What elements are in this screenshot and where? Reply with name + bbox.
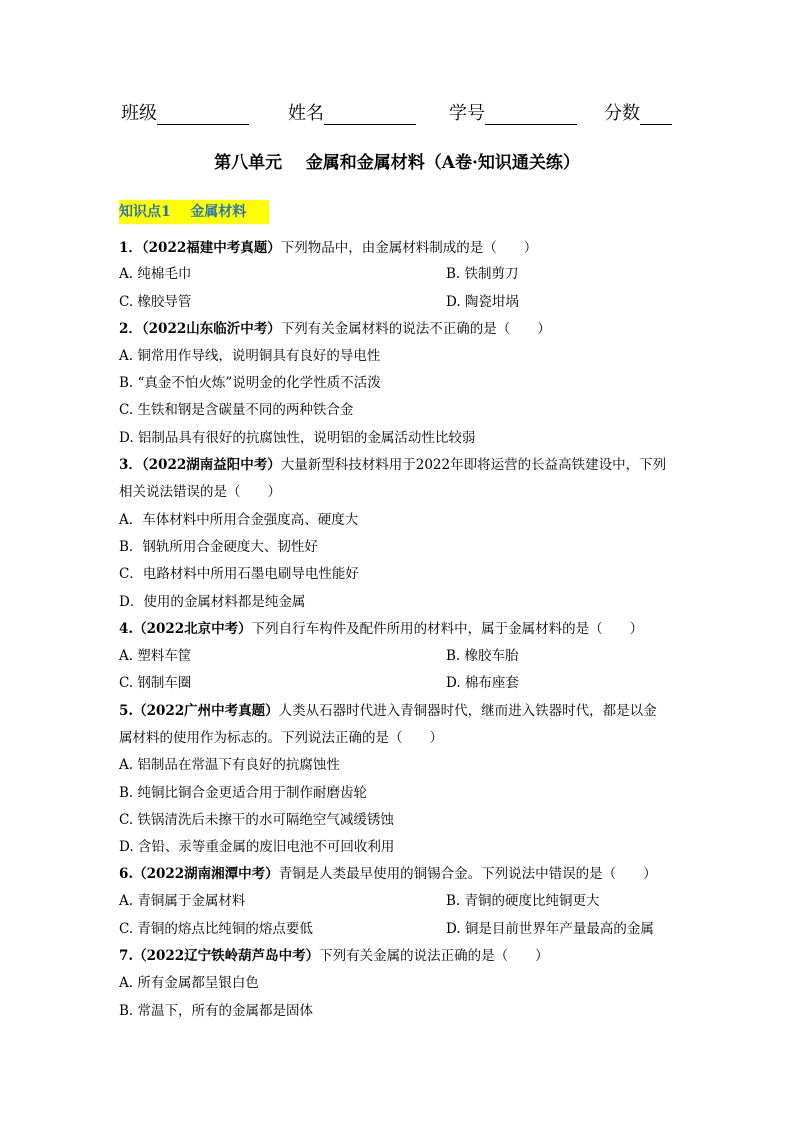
q1-option-b[interactable]: B. 铁制剪刀 [446,266,519,282]
id-field [449,99,577,125]
q7-option-b[interactable]: B. 常温下，所有的金属都是固体 [119,1003,314,1019]
q6-option-d[interactable]: D. 铜是目前世界年产量最高的金属 [446,921,654,937]
q3-option-c[interactable]: C．电路材料中所用石墨电刷导电性能好 [119,566,359,582]
q4-option-b[interactable]: B. 橡胶车胎 [446,648,519,664]
question-2: 2．（2022山东临沂中考）下列有关金属材料的说法不正确的是（ ） [119,321,551,337]
q2-option-b[interactable]: B. “真金不怕火炼”说明金的化学性质不活泼 [119,375,381,391]
q6-option-b[interactable]: B. 青铜的硬度比纯铜更大 [446,893,600,909]
q3-option-a[interactable]: A．车体材料中所用合金强度高、硬度大 [119,512,359,528]
score-label: 分数 [604,103,640,124]
question-6: 6.（2022湖南湘潭中考）青铜是人类最早使用的铜锡合金。下列说法中错误的是（ ） [119,866,657,882]
q6-option-a[interactable]: A. 青铜属于金属材料 [119,893,246,909]
score-field [604,99,672,125]
question-3: 3．（2022湖南益阳中考）大量新型科技材料用于2022年即将运营的长益高铁建设中，下列 [119,457,667,473]
q2-option-a[interactable]: A. 铜常用作导线，说明铜具有良好的导电性 [119,348,381,364]
class-blank[interactable] [157,104,249,125]
question-5-cont: 属材料的使用作为标志的。下列说法正确的是（ ） [119,730,443,746]
name-label: 姓名 [288,103,324,124]
q4-option-c[interactable]: C. 钢制车圈 [119,675,192,691]
question-4: 4.（2022北京中考）下列自行车构件及配件所用的材料中，属于金属材料的是（ ） [119,621,644,637]
q3-option-d[interactable]: D．使用的金属材料都是纯金属 [119,594,306,610]
q2-option-c[interactable]: C. 生铁和钢是含碳量不同的两种铁合金 [119,402,354,418]
name-field [288,99,416,125]
q7-option-a[interactable]: A. 所有金属都呈银白色 [119,975,259,991]
q1-option-c[interactable]: C. 橡胶导管 [119,294,192,310]
q5-option-d[interactable]: D. 含铅、汞等重金属的废旧电池不可回收利用 [119,839,395,855]
q1-option-a[interactable]: A. 纯棉毛巾 [119,266,192,282]
q5-option-a[interactable]: A. 铝制品在常温下有良好的抗腐蚀性 [119,757,340,773]
question-3-cont: 相关说法错误的是（ ） [119,484,281,500]
q4-option-a[interactable]: A. 塑料车筐 [119,648,192,664]
score-blank[interactable] [640,104,672,125]
id-label: 学号 [449,103,485,124]
q5-option-b[interactable]: B. 纯铜比铜合金更适合用于制作耐磨齿轮 [119,785,368,801]
q2-option-d[interactable]: D. 铝制品具有很好的抗腐蚀性，说明铝的金属活动性比较弱 [119,430,476,446]
page-title: 第八单元 金属和金属材料（A卷·知识通关练） [214,153,580,173]
q3-option-b[interactable]: B．钢轨所用合金硬度大、韧性好 [119,539,318,555]
id-blank[interactable] [485,104,577,125]
q5-option-c[interactable]: C. 铁锅清洗后未擦干的水可隔绝空气减缓锈蚀 [119,812,394,828]
question-5: 5.（2022广州中考真题）人类从石器时代进入青铜器时代，继而进入铁器时代，都是以金 [119,703,657,719]
q4-option-d[interactable]: D. 棉布座套 [446,675,519,691]
knowledge-point-heading: 知识点1 金属材料 [119,200,269,224]
class-label: 班级 [121,103,157,124]
class-field [121,99,249,125]
name-blank[interactable] [324,104,416,125]
q1-option-d[interactable]: D. 陶瓷坩埚 [446,294,519,310]
q6-option-c[interactable]: C. 青铜的熔点比纯铜的熔点要低 [119,921,313,937]
question-1: 1．（2022福建中考真题）下列物品中，由金属材料制成的是（ ） [119,240,538,256]
question-7: 7.（2022辽宁铁岭葫芦岛中考）下列有关金属的说法正确的是（ ） [119,948,549,964]
